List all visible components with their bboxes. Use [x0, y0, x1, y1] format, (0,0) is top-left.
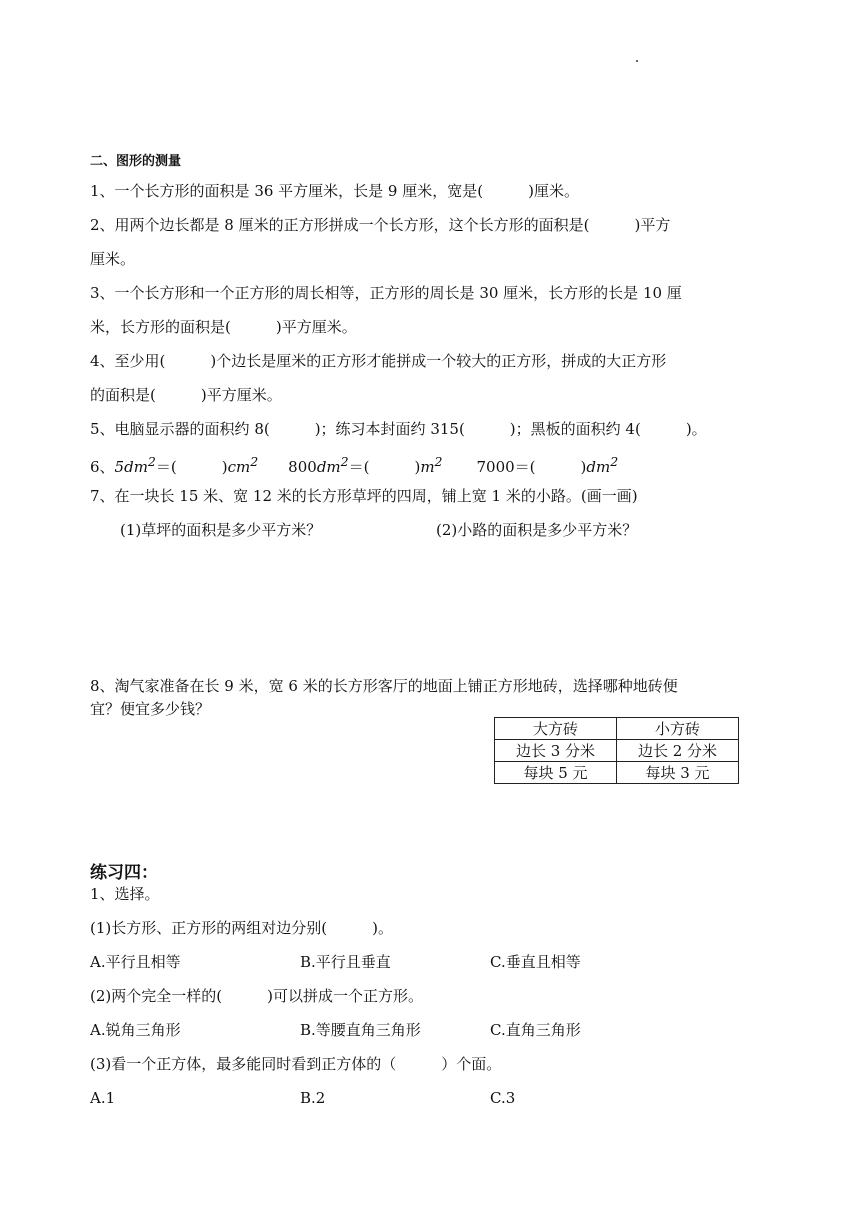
q6-exp: 2 — [434, 454, 443, 469]
choice-1-option-c: C.垂直且相等 — [490, 953, 581, 971]
q6-unit-cm: cm — [227, 458, 251, 476]
table-row — [495, 740, 739, 762]
q6-prefix: 6、 — [90, 458, 115, 476]
table-cell: 每块 3 元 — [617, 762, 739, 784]
question-1: 1、一个长方形的面积是 36 平方厘米，长是 9 厘米，宽是( )厘米。 — [90, 182, 579, 200]
choice-2-option-c: C.直角三角形 — [490, 1021, 581, 1039]
table-cell: 小方砖 — [617, 718, 739, 740]
question-2-line-2: 厘米。 — [90, 250, 136, 268]
q6-unit-dm: dm — [124, 458, 148, 476]
tile-price-table — [494, 717, 739, 784]
q6-blank-1: ＝( ) — [155, 458, 228, 476]
choice-1-stem: (1)长方形、正方形的两组对边分别( )。 — [90, 919, 393, 937]
choice-3-option-b: B.2 — [300, 1089, 326, 1107]
q6-unit-m: m — [420, 458, 435, 476]
table-cell: 每块 5 元 — [495, 762, 617, 784]
q6-unit-dm-2: dm — [316, 458, 341, 476]
question-5: 5、电脑显示器的面积约 8( )；练习本封面约 315( )；黑板的面积约 4( )。 — [90, 420, 707, 438]
q6-unit-dm-3: dm — [586, 458, 611, 476]
choice-2-option-b: B.等腰直角三角形 — [300, 1021, 421, 1039]
question-7: 7、在一块长 15 米、宽 12 米的长方形草坪的四周，铺上宽 1 米的小路。(画一画) — [90, 487, 638, 505]
choice-3-option-c: C.3 — [490, 1089, 516, 1107]
question-7-sub-1: (1)草坪的面积是多少平方米？ — [120, 521, 322, 539]
choice-2-option-a: A.锐角三角形 — [90, 1021, 181, 1039]
table-row — [495, 718, 739, 740]
choice-3-stem: (3)看一个正方体，最多能同时看到正方体的（ ）个面。 — [90, 1055, 502, 1073]
question-8-line-2: 宜？便宜多少钱？ — [90, 700, 211, 718]
question-6 — [90, 451, 618, 478]
q6-value-c: 7000＝( ) — [476, 458, 587, 476]
question-2-line-1: 2、用两个边长都是 8 厘米的正方形拼成一个长方形，这个长方形的面积是( )平方 — [90, 216, 671, 234]
question-4-line-2: 的面积是( )平方厘米。 — [90, 386, 282, 404]
question-4-line-1: 4、至少用( )个边长是厘米的正方形才能拼成一个较大的正方形，拼成的大正方形 — [90, 352, 667, 370]
header-dot — [636, 60, 638, 62]
question-8-line-1: 8、淘气家准备在长 9 米，宽 6 米的长方形客厅的地面上铺正方形地砖，选择哪种地砖便 — [90, 677, 678, 695]
table-cell: 大方砖 — [495, 718, 617, 740]
q6-exp: 2 — [340, 454, 349, 469]
question-3-line-1: 3、一个长方形和一个正方形的周长相等，正方形的周长是 30 厘米，长方形的长是 10 厘 — [90, 284, 682, 302]
question-3-line-2: 米，长方形的面积是( )平方厘米。 — [90, 318, 357, 336]
q6-exp: 2 — [147, 454, 156, 469]
practice-4-question-1: 1、选择。 — [90, 885, 160, 903]
choice-1-option-b: B.平行且垂直 — [300, 953, 391, 971]
question-7-sub-2: (2)小路的面积是多少平方米？ — [436, 521, 638, 539]
section-title: 二、图形的测量 — [90, 154, 182, 169]
q6-value-b: 800 — [288, 458, 317, 476]
q6-exp: 2 — [610, 454, 619, 469]
practice-4-title: 练习四： — [90, 863, 158, 883]
table-cell: 边长 3 分米 — [495, 740, 617, 762]
q6-exp: 2 — [250, 454, 259, 469]
q6-blank-2: ＝( ) — [348, 458, 421, 476]
table-row — [495, 762, 739, 784]
q6-value-a: 5 — [114, 458, 125, 476]
table-cell: 边长 2 分米 — [617, 740, 739, 762]
choice-1-option-a: A.平行且相等 — [90, 953, 181, 971]
choice-2-stem: (2)两个完全一样的( )可以拼成一个正方形。 — [90, 987, 423, 1005]
choice-3-option-a: A.1 — [90, 1089, 116, 1107]
